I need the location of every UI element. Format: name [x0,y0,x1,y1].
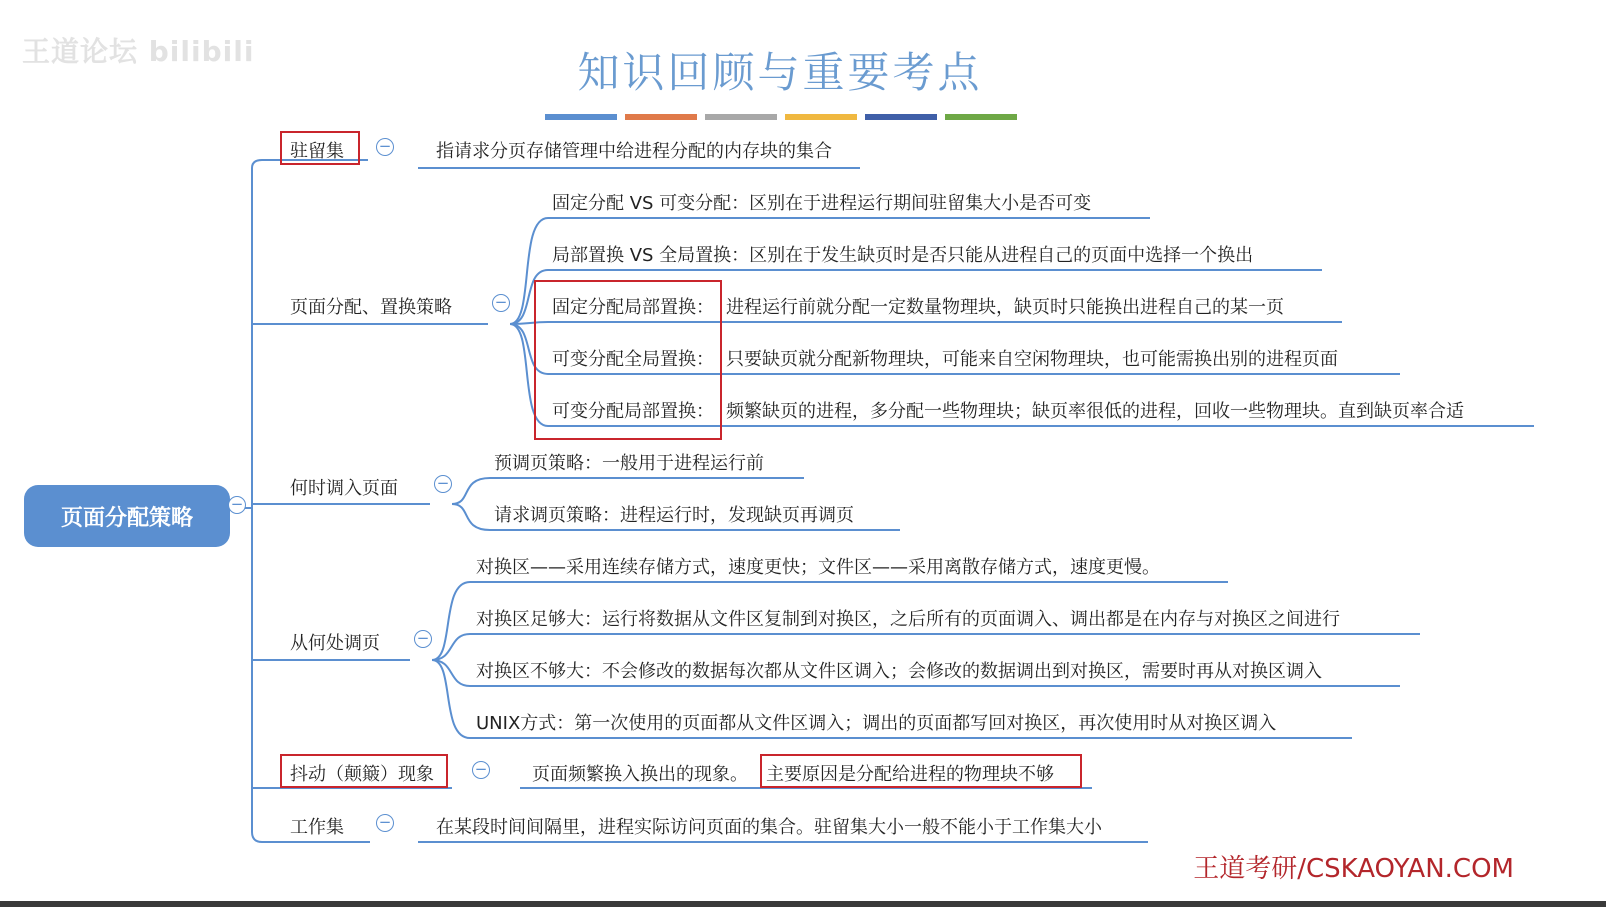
desc-variable-global: 只要缺页就分配新物理块，可能来自空闲物理块，也可能需换出别的进程页面 [726,349,1338,370]
desc-fixed-local: 进程运行前就分配一定数量物理块，缺页时只能换出进程自己的某一页 [726,297,1284,318]
highlight-box [760,754,1082,788]
page-title: 知识回顾与重要考点 [577,48,983,97]
collapse-icon[interactable]: − [492,294,510,312]
label-variable-global: 可变分配全局置换： [552,349,714,370]
highlight-box [534,280,722,440]
desc-variable-local: 频繁缺页的进程，多分配一些物理块；缺页率很低的进程，回收一些物理块。直到缺页率合适 [726,401,1464,422]
collapse-icon[interactable]: − [376,814,394,832]
node-thrashing[interactable]: 抖动（颠簸）现象 [290,764,434,785]
highlight-box [280,131,360,165]
node-working-set[interactable]: 工作集 [290,817,344,838]
node-resident-set[interactable]: 驻留集 [290,141,344,162]
where-item-swap-not-enough: 对换区不够大：不会修改的数据每次都从文件区调入；会修改的数据调出到对换区，需要时再从对换区调入 [476,661,1322,682]
node-allocation-strategy[interactable]: 页面分配、置换策略 [290,297,452,318]
when-item-demand-paging: 请求调页策略：进程运行时，发现缺页再调页 [494,505,854,526]
resident-set-desc: 指请求分页存储管理中给进程分配的内存块的集合 [436,141,832,162]
label-fixed-local: 固定分配局部置换： [552,297,714,318]
collapse-icon[interactable]: − [376,138,394,156]
allocation-item-local-vs-global: 局部置换 VS 全局置换：区别在于发生缺页时是否只能从进程自己的页面中选择一个换出 [552,245,1254,266]
highlight-box [280,754,448,788]
footer-brand: 王道考研/CSKAOYAN.COM [1193,854,1514,884]
label-variable-local: 可变分配局部置换： [552,401,714,422]
node-where-to-load[interactable]: 从何处调页 [290,633,380,654]
watermark: 王道论坛 bilibili [22,35,255,68]
when-item-prepaging: 预调页策略：一般用于进程运行前 [494,453,764,474]
collapse-icon[interactable]: − [228,496,246,514]
thrashing-desc: 页面频繁换入换出的现象。 [532,764,748,785]
where-item-unix: UNIX方式：第一次使用的页面都从文件区调入；调出的页面都写回对换区，再次使用时从对换区调入 [476,713,1277,734]
bottom-bar [0,901,1606,907]
root-node[interactable]: 页面分配策略 [24,485,230,547]
where-item-swap-enough: 对换区足够大：运行将数据从文件区复制到对换区，之后所有的页面调入、调出都是在内存与对换区之间进行 [476,609,1340,630]
collapse-icon[interactable]: − [434,475,452,493]
allocation-item-fixed-vs-variable: 固定分配 VS 可变分配：区别在于进程运行期间驻留集大小是否可变 [552,193,1092,214]
where-item-swap-vs-file: 对换区——采用连续存储方式，速度更快；文件区——采用离散存储方式，速度更慢。 [476,557,1160,578]
thrashing-cause: 主要原因是分配给进程的物理块不够 [766,764,1054,785]
working-set-desc: 在某段时间间隔里，进程实际访问页面的集合。驻留集大小一般不能小于工作集大小 [436,817,1102,838]
collapse-icon[interactable]: − [414,630,432,648]
collapse-icon[interactable]: − [472,761,490,779]
node-when-to-load[interactable]: 何时调入页面 [290,478,398,499]
